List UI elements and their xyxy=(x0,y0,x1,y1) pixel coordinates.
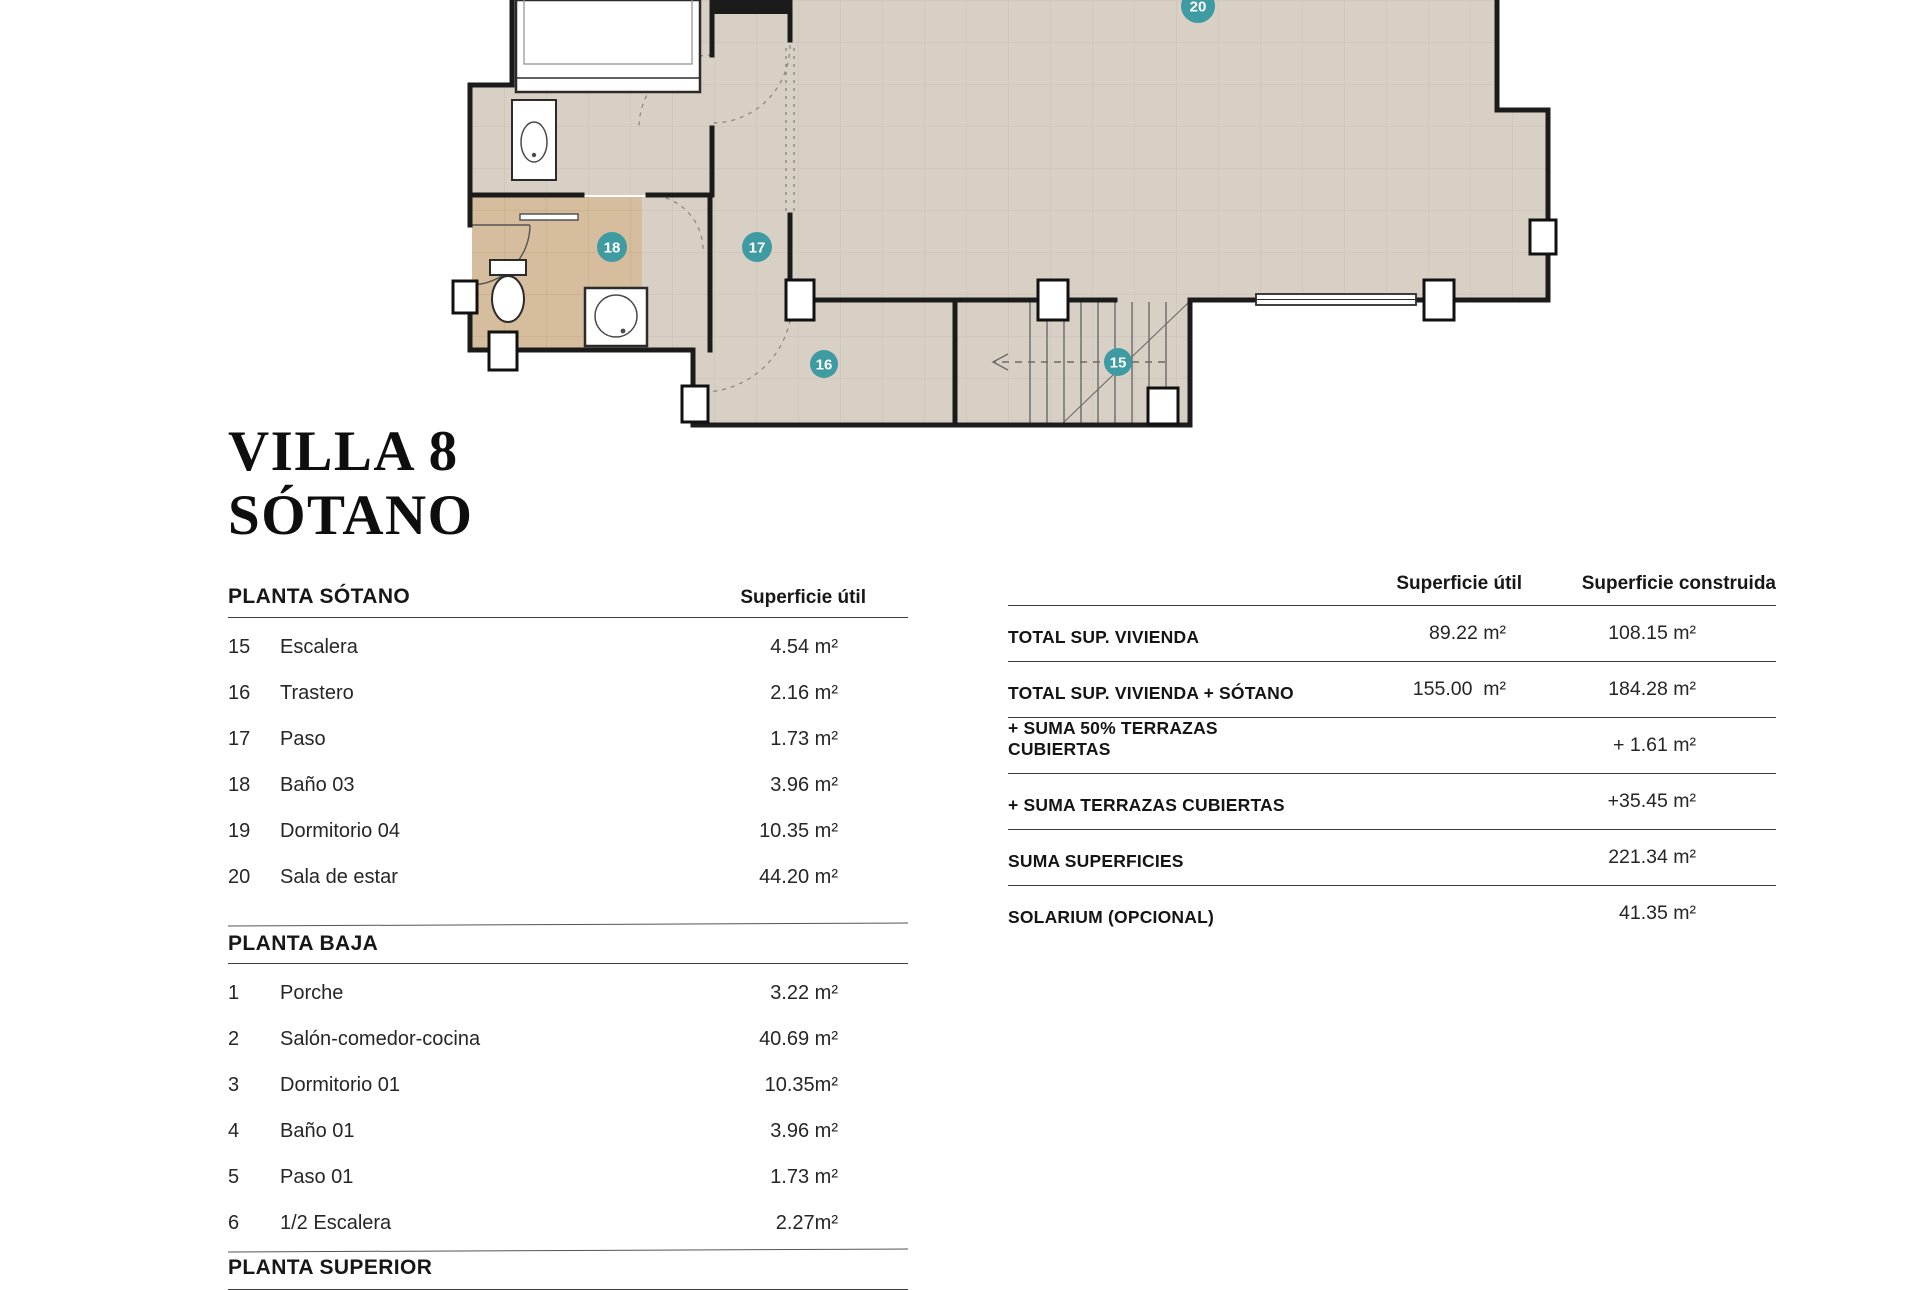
summary-row xyxy=(1008,830,1776,886)
room-name: Dormitorio 04 xyxy=(280,819,401,842)
room-name: 1/2 Escalera xyxy=(280,1211,392,1234)
area-row xyxy=(228,1016,908,1062)
area-row xyxy=(228,762,908,808)
room-number: 16 xyxy=(228,681,251,704)
summary-row xyxy=(1008,606,1776,662)
area-row xyxy=(228,670,908,716)
room-marker-number: 18 xyxy=(603,239,621,257)
room-area: 3.96 m² xyxy=(770,773,838,796)
room-number: 2 xyxy=(228,1027,240,1050)
room-area: 10.35m² xyxy=(764,1073,838,1096)
area-row xyxy=(228,716,908,762)
page-title xyxy=(228,420,908,548)
room-name: Salón-comedor-cocina xyxy=(280,1027,481,1050)
room-area: 1.73 m² xyxy=(770,1165,838,1188)
summary-table xyxy=(1008,0,1776,941)
area-row xyxy=(228,1062,908,1108)
summary-header xyxy=(1008,573,1776,606)
room-name: Trastero xyxy=(280,681,354,704)
summary-label: SOLARIUM (OPCIONAL) xyxy=(1008,907,1215,927)
room-marker-number: 15 xyxy=(1109,354,1127,372)
room-area: 2.16 m² xyxy=(770,681,838,704)
section-heading-planta-baja xyxy=(228,932,908,964)
room-area: 1.73 m² xyxy=(770,727,838,750)
room-number: 17 xyxy=(228,727,251,750)
summary-value-construida: 221.34 m² xyxy=(1608,846,1696,868)
room-name: Baño 03 xyxy=(280,773,355,796)
title-line-1: VILLA 8 xyxy=(228,420,459,483)
section-title: PLANTA SUPERIOR xyxy=(228,1256,433,1279)
planta-sotano-rows xyxy=(228,624,908,900)
summary-value-util: 89.22 m² xyxy=(1429,622,1506,644)
room-area: 4.54 m² xyxy=(770,635,838,658)
summary-value-construida: 41.35 m² xyxy=(1619,902,1696,924)
summary-row xyxy=(1008,662,1776,718)
room-marker-number: 16 xyxy=(815,356,833,374)
summary-label: SUMA SUPERFICIES xyxy=(1008,851,1184,871)
room-number: 15 xyxy=(228,635,251,658)
room-name: Sala de estar xyxy=(280,865,398,888)
room-number: 5 xyxy=(228,1165,240,1188)
summary-label: + SUMA TERRAZAS CUBIERTAS xyxy=(1008,795,1285,815)
summary-label: TOTAL SUP. VIVIENDA xyxy=(1008,627,1200,647)
room-number: 20 xyxy=(228,865,251,888)
column-header-construida: Superficie construida xyxy=(1581,573,1776,594)
summary-row xyxy=(1008,886,1776,941)
section-title: PLANTA SÓTANO xyxy=(228,585,411,608)
section-heading-planta-sotano xyxy=(228,585,908,618)
planta-baja-rows xyxy=(228,970,908,1246)
area-row xyxy=(228,1108,908,1154)
room-area: 3.22 m² xyxy=(770,981,838,1004)
room-name: Paso xyxy=(280,727,326,750)
summary-row xyxy=(1008,774,1776,830)
summary-value-construida: 184.28 m² xyxy=(1608,678,1696,700)
area-row xyxy=(228,854,908,900)
summary-row xyxy=(1008,718,1776,774)
room-area: 3.96 m² xyxy=(770,1119,838,1142)
summary-value-construida: +35.45 m² xyxy=(1607,790,1696,812)
room-number: 4 xyxy=(228,1119,240,1142)
room-area: 2.27m² xyxy=(775,1211,838,1234)
room-number: 6 xyxy=(228,1211,240,1234)
room-name: Baño 01 xyxy=(280,1119,355,1142)
area-row xyxy=(228,970,908,1016)
summary-value-construida: 108.15 m² xyxy=(1608,622,1696,644)
summary-label: + SUMA 50% TERRAZAS CUBIERTAS xyxy=(1008,718,1218,759)
title-line-2: SÓTANO xyxy=(228,484,474,547)
room-area: 44.20 m² xyxy=(759,865,838,888)
room-number: 18 xyxy=(228,773,251,796)
section-title: PLANTA BAJA xyxy=(228,932,379,955)
room-number: 19 xyxy=(228,819,251,842)
divider-line xyxy=(228,923,908,927)
area-row xyxy=(228,1200,908,1246)
summary-label: TOTAL SUP. VIVIENDA + SÓTANO xyxy=(1008,683,1294,703)
room-name: Paso 01 xyxy=(280,1165,354,1188)
divider-line xyxy=(228,1249,908,1253)
room-name: Dormitorio 01 xyxy=(280,1073,401,1096)
room-number: 1 xyxy=(228,981,240,1004)
room-marker-number: 20 xyxy=(1189,0,1207,16)
room-marker-number: 17 xyxy=(748,239,766,257)
room-area: 10.35 m² xyxy=(759,819,838,842)
column-header-util: Superficie útil xyxy=(740,587,866,608)
room-area: 40.69 m² xyxy=(759,1027,838,1050)
column-header-util: Superficie útil xyxy=(1396,573,1522,594)
room-name: Porche xyxy=(280,981,344,1004)
area-row xyxy=(228,1154,908,1200)
room-name: Escalera xyxy=(280,635,358,658)
area-row xyxy=(228,808,908,854)
section-heading-planta-superior xyxy=(228,1256,908,1290)
summary-value-util: 155.00 m² xyxy=(1412,678,1506,700)
room-number: 3 xyxy=(228,1073,240,1096)
area-row xyxy=(228,624,908,670)
summary-value-construida: + 1.61 m² xyxy=(1613,734,1696,756)
